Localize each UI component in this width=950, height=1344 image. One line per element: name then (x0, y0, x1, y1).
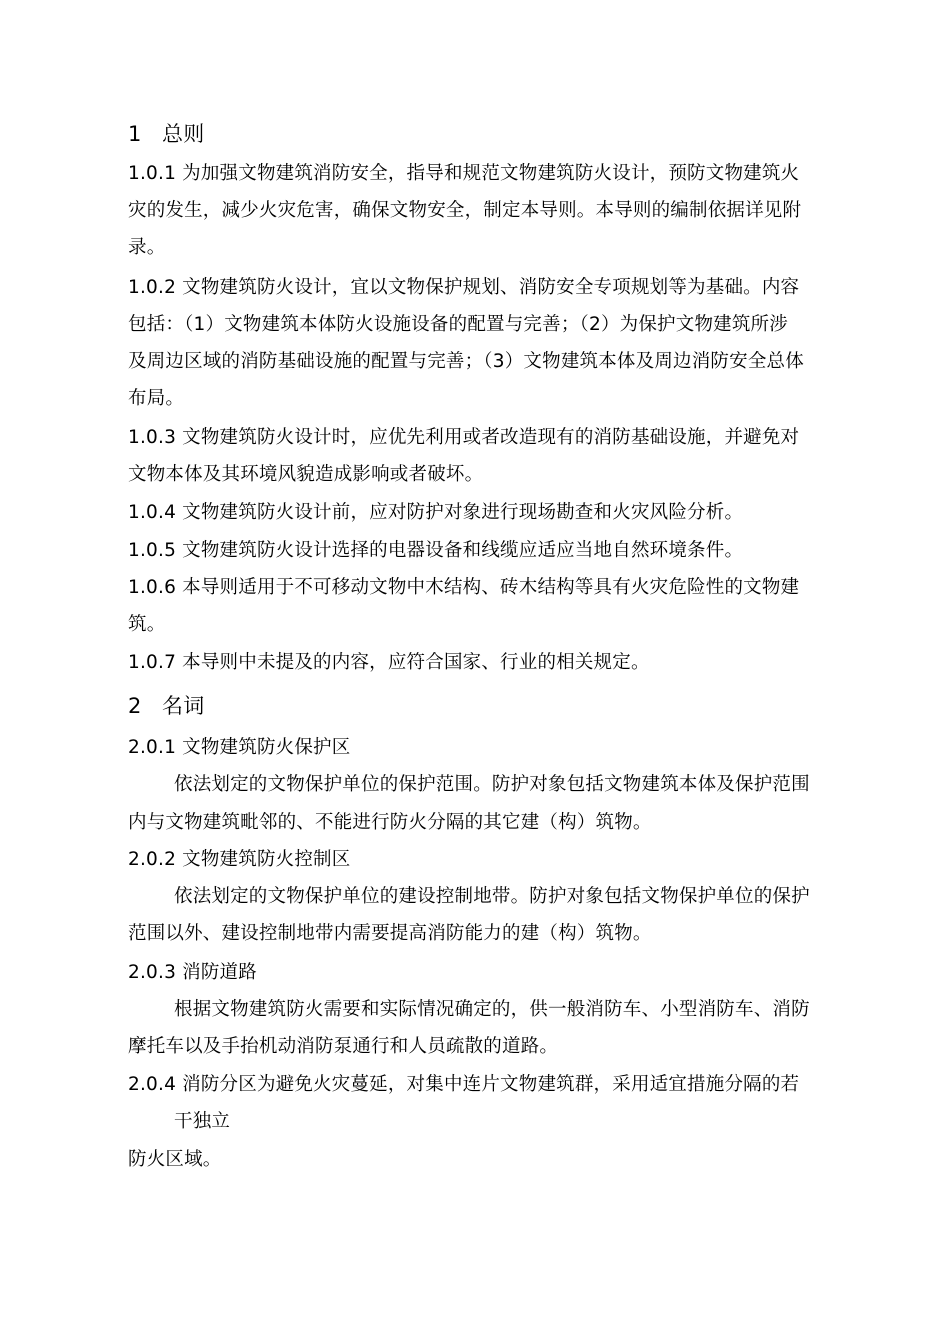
paragraph-line: 1.0.4 文物建筑防火设计前，应对防护对象进行现场勘查和火灾风险分析。 (128, 502, 744, 523)
term-definition-line: 干独立 (174, 1111, 231, 1132)
term-definition-line: 根据文物建筑防火需要和实际情况确定的，供一般消防车、小型消防车、消防 (174, 999, 810, 1020)
paragraph-line: 文物本体及其环境风貌造成影响或者破坏。 (128, 464, 484, 485)
paragraph-line: 及周边区域的消防基础设施的配置与完善；（3）文物建筑本体及周边消防安全总体 (128, 351, 804, 372)
paragraph-line: 1.0.5 文物建筑防火设计选择的电器设备和线缆应适应当地自然环境条件。 (128, 540, 744, 561)
paragraph-line: 1.0.2 文物建筑防火设计，宜以文物保护规划、消防安全专项规划等为基础。内容 (128, 277, 800, 298)
term-title: 2.0.4 消防分区为避免火灾蔓延，对集中连片文物建筑群，采用适宜措施分隔的若 (128, 1074, 800, 1095)
paragraph-line: 1.0.3 文物建筑防火设计时，应优先利用或者改造现有的消防基础设施，并避免对 (128, 427, 800, 448)
term-definition-line: 摩托车以及手抬机动消防泵通行和人员疏散的道路。 (128, 1036, 559, 1057)
paragraph-line: 筑。 (128, 614, 166, 635)
paragraph-line: 1.0.7 本导则中未提及的内容，应符合国家、行业的相关规定。 (128, 652, 650, 673)
term-title: 2.0.2 文物建筑防火控制区 (128, 849, 351, 870)
paragraph-line: 包括：（1）文物建筑本体防火设施设备的配置与完善；（2）为保护文物建筑所涉 (128, 314, 788, 335)
section-number: 1 (128, 122, 142, 146)
term-title: 2.0.1 文物建筑防火保护区 (128, 737, 351, 758)
term-definition-line: 依法划定的文物保护单位的保护范围。防护对象包括文物建筑本体及保护范围 (174, 774, 810, 795)
term-definition-line: 范围以外、建设控制地带内需要提高消防能力的建（构）筑物。 (128, 923, 652, 944)
paragraph-line: 布局。 (128, 388, 185, 409)
term-definition-line: 内与文物建筑毗邻的、不能进行防火分隔的其它建（构）筑物。 (128, 812, 652, 833)
paragraph-line: 灾的发生，减少火灾危害，确保文物安全，制定本导则。本导则的编制依据详见附 (128, 200, 802, 221)
paragraph-line: 录。 (128, 237, 166, 258)
term-title: 2.0.3 消防道路 (128, 962, 257, 983)
term-definition-line: 防火区域。 (128, 1149, 222, 1170)
section-number: 2 (128, 694, 142, 718)
section-heading-2 (128, 692, 204, 720)
paragraph-line: 1.0.6 本导则适用于不可移动文物中木结构、砖木结构等具有火灾危险性的文物建 (128, 577, 800, 598)
term-definition-line: 依法划定的文物保护单位的建设控制地带。防护对象包括文物保护单位的保护 (174, 886, 810, 907)
section-title: 名词 (162, 694, 205, 718)
paragraph-line: 1.0.1 为加强文物建筑消防安全，指导和规范文物建筑防火设计，预防文物建筑火 (128, 163, 800, 184)
section-heading-1 (128, 120, 204, 148)
section-title: 总则 (162, 122, 205, 146)
